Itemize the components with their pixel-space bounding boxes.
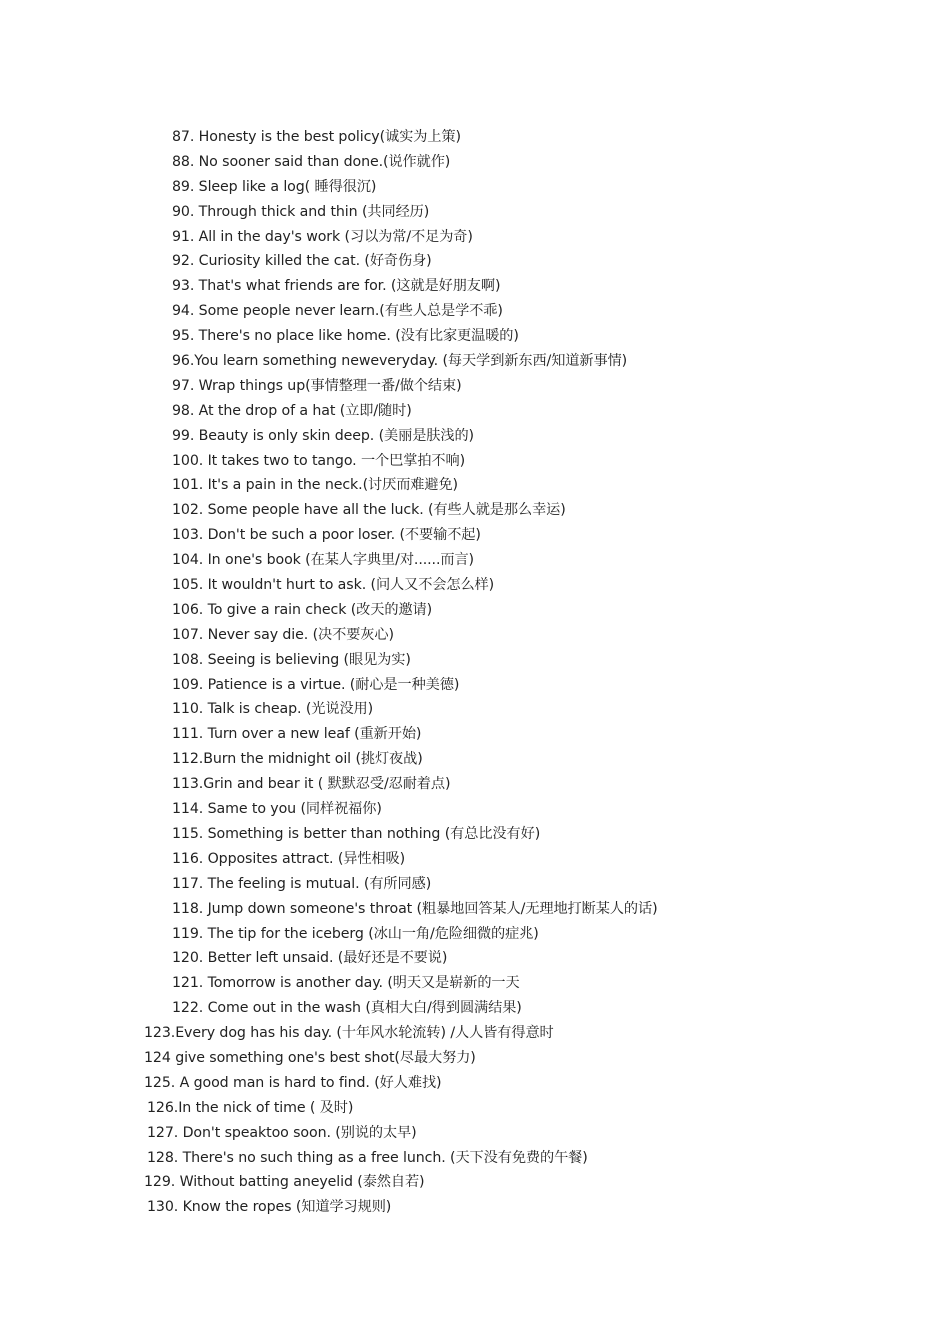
list-item: 115. Something is better than nothing (有总比没有好) xyxy=(172,825,541,842)
list-item: 107. Never say die. (决不要灰心) xyxy=(172,626,394,643)
list-item: 122. Come out in the wash (真相大白/得到圆满结果) xyxy=(172,1000,522,1017)
list-item: 123.Every dog has his day. (十年风水轮流转) /人人皆有得意时 xyxy=(144,1025,554,1042)
list-item: 130. Know the ropes (知道学习规则) xyxy=(147,1199,392,1216)
list-item: 116. Opposites attract. (异性相吸) xyxy=(172,850,406,867)
list-item: 89. Sleep like a log( 睡得很沉) xyxy=(172,178,377,195)
list-item: 92. Curiosity killed the cat. (好奇伤身) xyxy=(172,253,432,270)
list-item: 117. The feeling is mutual. (有所同感) xyxy=(172,875,432,892)
list-item: 96.You learn something neweveryday. (每天学到新东西/知道新事情) xyxy=(172,353,628,370)
list-item: 114. Same to you (同样祝福你) xyxy=(172,801,382,818)
list-item: 112.Burn the midnight oil (挑灯夜战) xyxy=(172,751,423,768)
list-item: 128. There's no such thing as a free lunch. (天下没有免费的午餐) xyxy=(147,1149,588,1166)
list-item: 90. Through thick and thin (共同经历) xyxy=(172,203,430,220)
list-item: 93. That's what friends are for. (这就是好朋友啊) xyxy=(172,278,501,295)
list-item: 118. Jump down someone's throat (粗暴地回答某人/无理地打断某人的话) xyxy=(172,900,658,917)
list-item: 88. No sooner said than done.(说作就作) xyxy=(172,153,451,170)
list-item: 121. Tomorrow is another day. (明天又是崭新的一天 xyxy=(172,975,520,992)
list-item: 100. It takes two to tango. 一个巴掌拍不响) xyxy=(172,452,466,469)
list-item: 126.In the nick of time ( 及时) xyxy=(147,1099,354,1116)
list-item: 91. All in the day's work (习以为常/不足为奇) xyxy=(172,228,473,245)
list-item: 110. Talk is cheap. (光说没用) xyxy=(172,701,374,718)
list-item: 108. Seeing is believing (眼见为实) xyxy=(172,651,411,668)
list-item: 104. In one's book (在某人字典里/对......而言) xyxy=(172,552,474,569)
list-item: 124 give something one's best shot(尽最大努力) xyxy=(144,1049,476,1066)
list-item: 94. Some people never learn.(有些人总是学不乖) xyxy=(172,303,503,320)
list-item: 125. A good man is hard to find. (好人难找) xyxy=(144,1074,442,1091)
list-item: 103. Don't be such a poor loser. (不要输不起) xyxy=(172,527,481,544)
list-item: 109. Patience is a virtue. (耐心是一种美德) xyxy=(172,676,460,693)
list-item: 127. Don't speaktoo soon. (别说的太早) xyxy=(147,1124,417,1141)
list-item: 95. There's no place like home. (没有比家更温暖的) xyxy=(172,328,519,345)
list-item: 120. Better left unsaid. (最好还是不要说) xyxy=(172,950,448,967)
list-item: 102. Some people have all the luck. (有些人就是那么幸运) xyxy=(172,502,566,519)
list-item: 106. To give a rain check (改天的邀请) xyxy=(172,601,433,618)
list-item: 87. Honesty is the best policy(诚实为上策) xyxy=(172,129,461,145)
list-item: 98. At the drop of a hat (立即/随时) xyxy=(172,402,412,419)
list-item: 99. Beauty is only skin deep. (美丽是肤浅的) xyxy=(172,427,474,444)
list-item: 105. It wouldn't hurt to ask. (问人又不会怎么样) xyxy=(172,577,495,594)
list-item: 101. It's a pain in the neck.(讨厌而难避免) xyxy=(172,477,458,494)
list-item: 111. Turn over a new leaf (重新开始) xyxy=(172,726,422,743)
list-item: 119. The tip for the iceberg (冰山一角/危险细微的症兆) xyxy=(172,925,539,942)
list-item: 113.Grin and bear it ( 默默忍受/忍耐着点) xyxy=(172,776,451,793)
list-item: 97. Wrap things up(事情整理一番/做个结束) xyxy=(172,377,462,394)
idiom-list xyxy=(0,125,950,1220)
list-item: 129. Without batting aneyelid (泰然自若) xyxy=(144,1174,425,1191)
